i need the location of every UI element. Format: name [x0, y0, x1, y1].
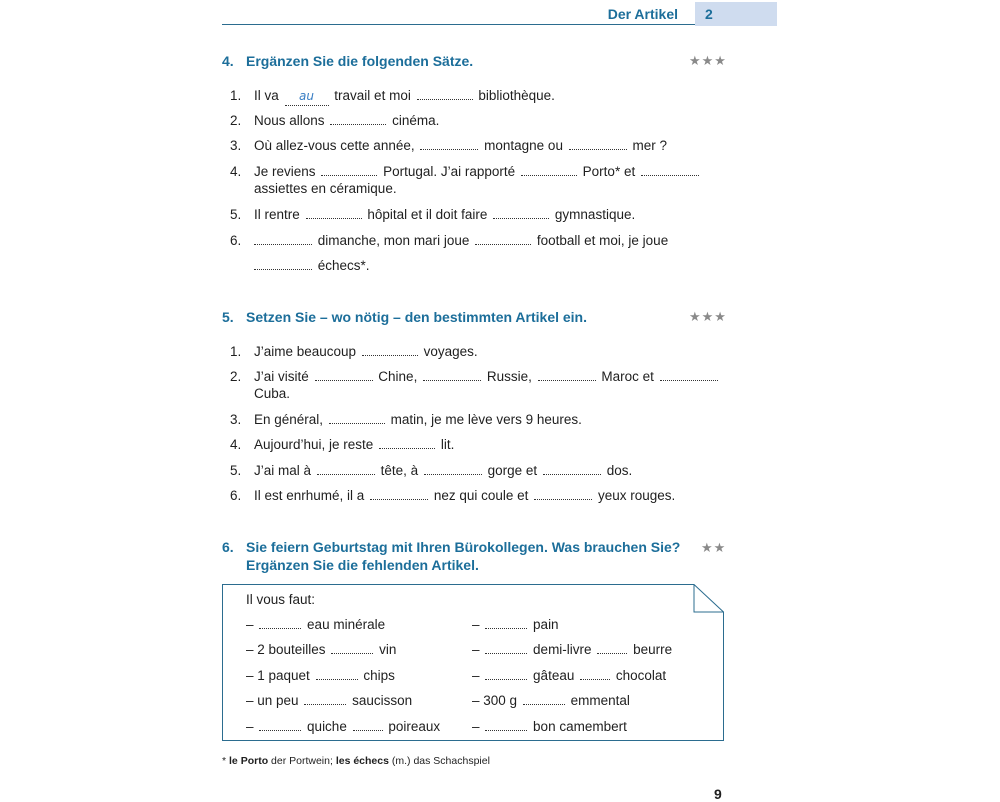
- shopping-item: [472, 718, 627, 735]
- answer-blank[interactable]: [331, 641, 373, 654]
- item-text: saucisson: [352, 693, 413, 708]
- answer-blank[interactable]: [538, 368, 596, 381]
- line-number: 5.: [230, 207, 242, 222]
- page-number: 9: [714, 786, 722, 802]
- item-prefix: –: [472, 642, 480, 657]
- line-number: 6.: [230, 233, 242, 248]
- line-text: Il rentre: [254, 207, 300, 222]
- item-text: bon camembert: [533, 719, 627, 734]
- shopping-item: [246, 616, 385, 633]
- line-text: Nous allons: [254, 113, 325, 128]
- line-text: Aujourd’hui, je reste: [254, 437, 374, 452]
- item-text: chips: [363, 668, 395, 683]
- item-prefix: –: [246, 719, 254, 734]
- item-text: emmental: [570, 693, 630, 708]
- item-text: beurre: [633, 642, 673, 657]
- footnote-star: *: [222, 755, 227, 767]
- answer-blank[interactable]: [254, 257, 312, 270]
- line-text: hôpital et il doit faire: [367, 207, 488, 222]
- answer-blank[interactable]: [321, 163, 377, 176]
- line-text: gorge et: [487, 463, 538, 478]
- line-text: tête, à: [380, 463, 419, 478]
- line-text: Porto* et: [582, 164, 636, 179]
- exercise-number: 5.: [222, 309, 234, 325]
- exercise-5-title: [222, 308, 587, 326]
- line-number: 4.: [230, 164, 242, 179]
- line-text: lit.: [440, 437, 455, 452]
- footnote: [222, 755, 490, 767]
- shopping-item: [472, 692, 630, 709]
- line-text: dimanche, mon mari joue: [317, 233, 470, 248]
- difficulty-stars: ★★★: [689, 53, 727, 68]
- answer-blank[interactable]: [485, 718, 527, 731]
- answer-blank[interactable]: [417, 87, 473, 100]
- answer-blank[interactable]: [523, 692, 565, 705]
- exercise-instruction: Sie feiern Geburtstag mit Ihren Bürokollegen. Was brauchen Sie?: [246, 539, 681, 555]
- footnote-term: les échecs: [335, 755, 389, 767]
- sample-answer: au: [285, 88, 329, 106]
- answer-blank[interactable]: [304, 692, 346, 705]
- answer-blank[interactable]: [330, 112, 386, 125]
- line-number: 2.: [230, 369, 242, 384]
- line-text: gymnastique.: [554, 207, 636, 222]
- item-text: vin: [379, 642, 397, 657]
- shopping-item: [246, 667, 395, 684]
- line-text: Cuba.: [254, 386, 291, 401]
- chapter-tab: [695, 2, 777, 26]
- answer-blank[interactable]: [580, 667, 610, 680]
- line-text: Russie,: [486, 369, 532, 384]
- item-prefix: –: [246, 617, 254, 632]
- answer-blank[interactable]: [424, 462, 482, 475]
- answer-blank[interactable]: [306, 206, 362, 219]
- line-number: 2.: [230, 113, 242, 128]
- shopping-item: [246, 692, 412, 709]
- footnote-text: der Portwein;: [268, 755, 336, 767]
- line-text: Portugal. J’ai rapporté: [383, 164, 516, 179]
- item-prefix: – 300 g: [472, 693, 518, 708]
- item-text: eau minérale: [307, 617, 386, 632]
- item-text: gâteau: [533, 668, 575, 683]
- line-number: 1.: [230, 344, 242, 359]
- line-text: nez qui coule et: [433, 488, 529, 503]
- line-text: J’ai visité: [254, 369, 309, 384]
- answer-blank[interactable]: [597, 641, 627, 654]
- line-number: 5.: [230, 463, 242, 478]
- line-number: 1.: [230, 88, 242, 103]
- footnote-term: le Porto: [229, 755, 269, 767]
- line-text: assiettes en céramique.: [254, 181, 397, 196]
- exercise-number: 4.: [222, 53, 234, 69]
- item-prefix: – 1 paquet: [246, 668, 310, 683]
- line-text: mer ?: [632, 138, 667, 153]
- exercise-instruction: Ergänzen Sie die folgenden Sätze.: [246, 53, 474, 69]
- line-text: travail et moi: [334, 88, 411, 103]
- shopping-item: [472, 641, 672, 658]
- answer-blank[interactable]: [315, 368, 373, 381]
- item-prefix: – 2 bouteilles: [246, 642, 326, 657]
- item-text: demi-livre: [533, 642, 592, 657]
- answer-blank[interactable]: [259, 616, 301, 629]
- exercise-6-title: [222, 538, 680, 574]
- line-text: voyages.: [423, 344, 478, 359]
- exercise-number: 6.: [222, 539, 234, 555]
- answer-blank[interactable]: [362, 343, 418, 356]
- exercise-4-title: [222, 52, 473, 70]
- line-text: échecs*.: [317, 258, 370, 273]
- item-prefix: – un peu: [246, 693, 299, 708]
- shopping-item: [472, 667, 666, 684]
- line-number: 3.: [230, 412, 242, 427]
- shopping-item: [246, 718, 440, 735]
- difficulty-stars: ★★★: [689, 309, 727, 324]
- answer-blank[interactable]: [353, 718, 383, 731]
- line-text: Où allez-vous cette année,: [254, 138, 415, 153]
- line-number: 6.: [230, 488, 242, 503]
- footnote-text: (m.) das Schachspiel: [388, 755, 490, 767]
- item-prefix: –: [472, 668, 480, 683]
- answer-blank[interactable]: [475, 232, 531, 245]
- item-text: chocolat: [615, 668, 667, 683]
- header-rule: [222, 24, 695, 25]
- answer-blank[interactable]: [493, 206, 549, 219]
- answer-blank[interactable]: [420, 137, 478, 150]
- answer-blank[interactable]: [370, 487, 428, 500]
- line-text: Il va: [254, 88, 279, 103]
- line-text: Je reviens: [254, 164, 316, 179]
- answer-blank[interactable]: [329, 411, 385, 424]
- answer-blank[interactable]: [569, 137, 627, 150]
- answer-blank[interactable]: [259, 718, 301, 731]
- exercise-instruction: Setzen Sie – wo nötig – den bestimmten Artikel ein.: [246, 309, 587, 325]
- item-prefix: –: [472, 617, 480, 632]
- answer-blank[interactable]: [485, 641, 527, 654]
- answer-blank[interactable]: [485, 616, 527, 629]
- difficulty-stars: ★★: [701, 540, 727, 555]
- shopping-intro: Il vous faut:: [246, 592, 316, 607]
- line-text: yeux rouges.: [597, 488, 676, 503]
- exercise-instruction-line-2: Ergänzen Sie die fehlenden Artikel.: [246, 557, 479, 573]
- answer-blank[interactable]: [641, 163, 699, 176]
- line-text: En général,: [254, 412, 324, 427]
- line-text: J’aime beaucoup: [254, 344, 357, 359]
- line-text: Chine,: [378, 369, 418, 384]
- line-number: 3.: [230, 138, 242, 153]
- line-text: montagne ou: [484, 138, 563, 153]
- line-text: J’ai mal à: [254, 463, 312, 478]
- item-prefix: –: [472, 719, 480, 734]
- item-text: quiche: [307, 719, 347, 734]
- answer-blank[interactable]: [660, 368, 718, 381]
- line-number: 4.: [230, 437, 242, 452]
- chapter-number: 2: [705, 6, 713, 22]
- line-text: matin, je me lève vers 9 heures.: [390, 412, 582, 427]
- answer-blank[interactable]: [254, 232, 312, 245]
- item-text: poireaux: [388, 719, 441, 734]
- answer-blank[interactable]: [316, 667, 358, 680]
- line-text: dos.: [606, 463, 633, 478]
- line-text: Maroc et: [601, 369, 654, 384]
- line-text: bibliothèque.: [478, 88, 555, 103]
- answer-blank[interactable]: [543, 462, 601, 475]
- answer-blank[interactable]: [317, 462, 375, 475]
- shopping-item: [246, 641, 396, 658]
- chapter-title: Der Artikel: [607, 6, 678, 22]
- line-text: football et moi, je joue: [536, 233, 669, 248]
- answer-blank[interactable]: [534, 487, 592, 500]
- answer-blank[interactable]: [485, 667, 527, 680]
- shopping-item: [472, 616, 559, 633]
- line-text: cinéma.: [392, 113, 440, 128]
- answer-blank[interactable]: [379, 436, 435, 449]
- answer-blank[interactable]: [521, 163, 577, 176]
- answer-blank[interactable]: [423, 368, 481, 381]
- item-text: pain: [533, 617, 559, 632]
- line-text: Il est enrhumé, il a: [254, 488, 365, 503]
